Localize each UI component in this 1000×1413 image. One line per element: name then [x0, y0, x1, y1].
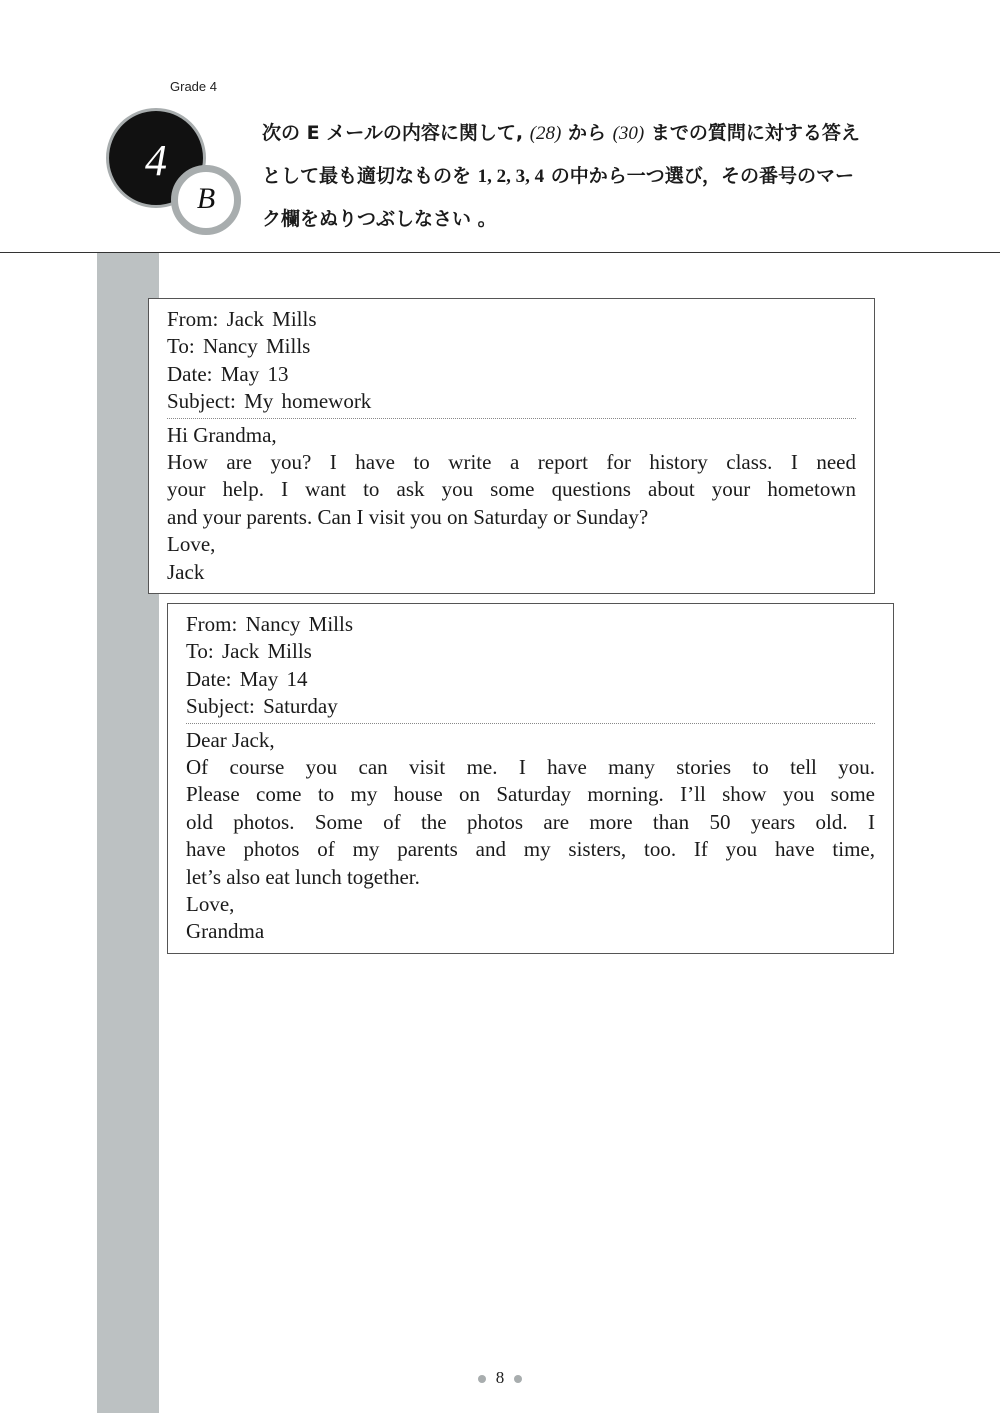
- choice-numbers: 1, 2, 3, 4: [477, 166, 545, 187]
- email-body-line: let’s also eat lunch together.: [186, 864, 420, 889]
- instructions-text: 次の E メールの内容に関して,: [262, 122, 524, 144]
- instructions-text: から: [567, 122, 606, 144]
- email-card-2: [167, 603, 894, 954]
- section-letter: B: [196, 182, 216, 215]
- instructions-line-2: [262, 155, 902, 198]
- email-closing: Love,: [167, 532, 216, 557]
- email-to: To: Nancy Mills: [167, 334, 311, 359]
- question-ref-end: (30): [612, 123, 645, 144]
- email-greeting: Hi Grandma,: [167, 422, 277, 447]
- email-body-line: and your parents. Can I visit you on Saturday or Sunday?: [167, 504, 649, 529]
- email-body-line: have photos of my parents and my sisters, too. If you have time,: [186, 837, 875, 862]
- email-body-line: How are you? I have to write a report for history class. I need: [167, 449, 856, 474]
- page-number-text: 8: [495, 1368, 505, 1387]
- email-date: Date: May 14: [186, 666, 308, 691]
- email-greeting: Dear Jack,: [186, 727, 275, 752]
- email-body-line: Please come to my house on Saturday morning. I’ll show you some: [186, 782, 875, 807]
- question-ref-start: (28): [529, 123, 562, 144]
- email-signature: Jack: [167, 559, 205, 584]
- email-subject: Subject: Saturday: [186, 694, 338, 719]
- email-body-line: old photos. Some of the photos are more than 50 years old. I: [186, 809, 875, 834]
- email-header: [149, 299, 874, 416]
- email-signature: Grandma: [186, 919, 265, 944]
- email-to: To: Jack Mills: [186, 639, 312, 664]
- email-date: Date: May 13: [167, 361, 289, 386]
- email-subject: Subject: My homework: [167, 389, 372, 414]
- page-dot-left: [478, 1375, 486, 1383]
- page-number: [0, 1368, 1000, 1388]
- instructions-text: として最も適切なものを: [262, 165, 472, 187]
- instructions-text: までの質問に対する答え: [650, 122, 860, 144]
- section-letter-badge: [171, 165, 241, 235]
- instructions: [262, 112, 902, 241]
- email-body-line: Of course you can visit me. I have many stories to tell you.: [186, 754, 875, 779]
- grade-label: Grade 4: [170, 79, 217, 94]
- email-body: [168, 724, 893, 946]
- email-closing: Love,: [186, 891, 235, 916]
- email-from: From: Nancy Mills: [186, 612, 353, 636]
- instructions-line-1: [262, 112, 902, 155]
- page-dot-right: [514, 1375, 522, 1383]
- email-card-1: [148, 298, 875, 594]
- section-number: 4: [145, 136, 167, 185]
- instructions-text: の中から一つ選び，その番号のマー: [550, 165, 855, 187]
- email-body-line: your help. I want to ask you some questions about your hometown: [167, 477, 856, 502]
- email-body: [149, 419, 874, 586]
- email-header: [168, 604, 893, 721]
- email-from: From: Jack Mills: [167, 307, 317, 331]
- instructions-line-3: ク欄をぬりつぶしなさい 。: [262, 208, 497, 230]
